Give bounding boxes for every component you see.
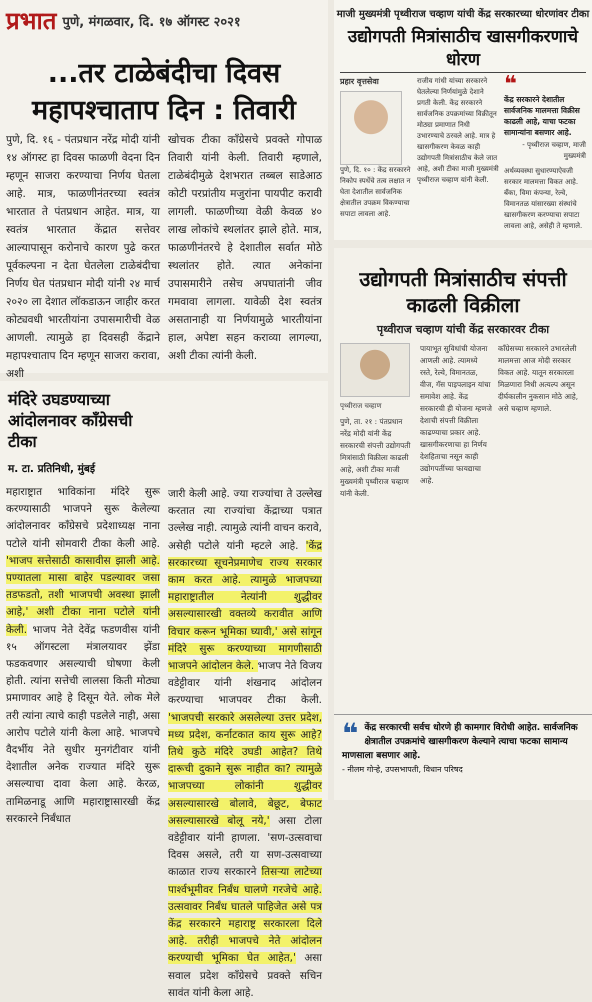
quote-mark-icon: ❝ [504,72,517,97]
quote-box [334,714,592,800]
body-text: भाजप नेते देवेंद्र फडणवीस यांनी १५ ऑगस्टला मंत्रालयावर झेंडा फडकवणार असल्याची घोषणा केली होती. त्यांना सत्तेची लालसा किती मोठ्या प्रमाणावर आहे हे दिसून येते. लोक मेले तरी त्यांना त्याचे काही पडलेले नाही, असा आरोप पटोले यांनी केला आहे. भाजपचे वैदर्भीय नेते सुधीर मुनगंटीवार यांनी देशातील अनेक राज्यात मंदिरे सुरू असल्याचा दावा केला आहे. केरळ, तामिळनाडू आणि महाराष्ट्रासारखी केंद्र सरकारने निर्बंधात [6,623,160,825]
article-column-c: अर्थव्यवस्था सुधारण्याऐवजी सरकार मालमत्ता विकत आहे. बँका, विमा कंपन्या, रेल्वे, विमानतळ यांसारख्या संस्थांचे खासगीकरण करण्याचा सपाटा लावला आहे, असेही ते म्हणाले. [504,167,583,230]
subheadline: पृथ्वीराज चव्हाण यांची केंद्र सरकारवर टीका [376,323,550,336]
article-column-a: पुणे, दि. १० : केंद्र सरकारने निकोप स्पर्धेचे तत्व लक्षात न घेता देशातील सार्वजनिक क्षेत्रातील उपक्रम विकण्याचा सपाटा लावला आहे. [340,166,411,218]
masthead [0,0,328,37]
article-column-3: काँग्रेसच्या सरकारने उभारलेली मालमत्ता आज मोदी सरकार विकत आहे. यातून सरकारला मिळणारा निधी अत्यल्प असून दीर्घकालीन नुकसान मोठे आहे, असे चव्हाण म्हणाले. [498,344,579,413]
kicker: माजी मुख्यमंत्री पृथ्वीराज चव्हाण यांची केंद्र सरकारच्या धोरणांवर टीका [336,9,590,20]
headline: मंदिरे उघडण्याच्या आंदोलनावर काँग्रेसची टीका [8,390,133,451]
clipping-maharashtra-times [0,381,328,999]
highlighted-text: 'भाजपची सरकारे असलेल्या उत्तर प्रदेश, मध्य प्रदेश, कर्नाटकात काय सुरू आहे? तिथे कुठे मंदिरे उघडी आहेत? तिथे दारूची दुकाने सुरू नाहीत का? त्यामुळे भाजपच्या लोकांनी शुद्धीवर असल्यासारखे बोलावे, बेछूट, बेफाट असल्यासारखे बोलू नये,' [168,711,322,827]
clipping-sakal [334,248,592,800]
portrait-photo [340,343,410,397]
body-text: महाराष्ट्रात भाविकांना मंदिरे सुरू करण्यासाठी भाजपने सुरू केलेल्या आंदोलनावर काँग्रेसचे प्रदेशाध्यक्ष नाना पटोले यांनी सोमवारी टीका केली आहे. [6,486,160,550]
body-text: असा टोला वडेट्टीवार यांनी हाणला. 'सण-उत्सवाचा दिवस असले, तरी या सण-उत्सवाच्या काळात राज्य सरकारने [168,814,322,879]
pull-quote: केंद्र सरकारची सर्वच धोरणे ही कामगार विरोधी आहेत. सार्वजनिक क्षेत्रातील उपक्रमांचे खासगीकरण केल्याने त्याचा फटका सामान्य माणसाला बसणार आहे. [342,723,578,761]
article-column-left: पुणे, दि. १६ - पंतप्रधान नरेंद्र मोदी यांनी १४ ऑगस्ट हा दिवस फाळणी वेदना दिन म्हणून साजरा करण्याचा निर्णय घेतला आहे. मात्र, फाळणीनंतरच्या स्वतंत्र भारतात ते पंतप्रधान आहेत. मात्र, या स्वतंत्र भारतात केंद्रात सत्तेवर आल्यापासून करोनाचे कारण पुढे करत पूर्वकल्पना न देता घेतलेला टाळेबंदीचा निर्णय घेत पंतप्रधान मोदी यांनी २४ मार्च २०२० ला देशात लॉकडाऊन जाहीर करत कोट्यवधी भारतीयांना उपासमारीची वेळ आणली. त्यामुळे हा दिवसही केंद्राने महापश्चाताप दिन म्हणून साजरा करावा, अशी [6,134,160,380]
article-column-b: राजीव गांधी यांच्या सरकारने घेतलेल्या निर्णयांमुळे देशाने प्रगती केली. केंद्र सरकारने सार्वजनिक उपक्रमांच्या विक्रीतून मोठ्या प्रमाणात निधी उभारण्याचे ठरवले आहे. मात्र हे खासगीकरण केवळ काही उद्योगपती मित्रांसाठीच केले जात आहे, अशी टीका माजी मुख्यमंत्री पृथ्वीराज चव्हाण यांनी केली. [417,77,499,184]
highlighted-text: तिसऱ्या लाटेच्या पार्श्वभूमीवर निर्बंध घालणे गरजेचे आहे. उत्सवावर निर्बंध घातले पाहिजेत असे पत्र केंद्र सरकारने महाराष्ट्र सरकारला दिले आहे. तरीही भाजपचे नेते आंदोलन करण्याची भूमिका घेत आहेत,' [168,866,322,965]
byline: प्रहार वृत्तसेवा [340,77,379,86]
headline: ...तर टाळेबंदीचा दिवस महापश्चाताप दिन : तिवारी [32,58,296,126]
body-text: भाजप नेते विजय वडेट्टीवार यांनी शंखनाद आंदोलन करण्याचा भाजपवर टीका केली. [168,660,323,707]
headline: उद्योगपती मित्रांसाठीच खासगीकरणाचे धोरण [347,27,579,70]
body-text: जारी केली आहे. ज्या राज्यांचा ते उल्लेख करतात त्या राज्यांचा केंद्राच्या पत्रात उल्लेख नाही. त्यामुळे त्यांनी वाचन करावे, असेही पटोले यांनी म्हटले आहे. [168,488,322,552]
quote-mark-icon: ❝ [342,717,359,750]
portrait-photo [340,91,402,165]
article-column-left [6,484,160,1002]
article-column-1: पुणे, ता. २१ : पंतप्रधान नरेंद्र मोदी यांनी केंद्र सरकारची संपत्ती उद्योगपती मित्रांसाठी विक्रीला काढली आहे, अशी टीका माजी मुख्यमंत्री पृथ्वीराज चव्हाण यांनी केली. [340,417,411,498]
headline: उद्योगपती मित्रांसाठीच संपत्ती काढली विक्रीला [359,267,567,317]
article-column-2: पायाभूत सुविधांची योजना आणली आहे. त्यामध्ये रस्ते, रेल्वे, विमानतळ, वीज, गॅस पाइपलाइन यांचा समावेश आहे. केंद्र सरकारची ही योजना म्हणजे देशाची संपत्ती विक्रीला काढण्याचा प्रकार आहे. खासगीकरणाचा हा निर्णय देशहिताचा नसून काही उद्योगपतींच्या फायद्याचा आहे. [420,344,492,485]
highlighted-text: 'भाजप सत्तेसाठी कासावीस झाली आहे. पण्यातला मासा बाहेर पडल्यावर जसा तडफडतो, तशी भाजपची अवस्था झाली आहे,' अशी टीका नाना पटोले यांनी केली. [6,554,160,636]
article-column-right: खोचक टीका काँग्रेसचे प्रवक्ते गोपाळ तिवारी यांनी केली. तिवारी म्हणाले, टाळेबंदीमुळे देशभरात तब्बल साडेआठ कोटी परप्रांतीय मजुरांना पायपीट करावी लागली. फाळणीच्या वेळी केवळ ४० लाख लोकांचे स्थलांतर झाले होते. मात्र, फाळणीनंतरचे हे देशातील सर्वात मोठे स्थलांतर होते. त्यात अनेकांना उपासमारीने तसेच अपघातांनी जीव गमवावा लागला. यावेळी देश स्वतंत्र असतानाही या निर्णयामुळे भारतीयांना हाल, अपेष्टा सहन कराव्या लागल्या, अशी टीका त्यांनी केली. [168,134,322,362]
clipping-prahar [334,0,592,240]
highlighted-text: 'केंद्र सरकारच्या सूचनेप्रमाणेच राज्य सरकार काम करत आहे. त्यामुळे भाजपच्या महाराष्ट्रातील नेत्यांनी शुद्धीवर असल्यासारखी वक्तव्ये करावीत आणि विचार करून भूमिका घ्यावी,' असे सांगून मंदिरे सुरू करण्याच्या मागणीसाठी भाजपने आंदोलन केले. [168,539,322,673]
dateline: पुणे, मंगळवार, दि. १७ ऑगस्ट २०२१ [62,14,241,30]
byline: म. टा. प्रतिनिधी, मुंबई [8,463,96,475]
photo-caption: पृथ्वीराज चव्हाण [340,402,382,410]
quote-attribution: - नीलम गोऱ्हे, उपसभापती, विधान परिषद [342,765,463,774]
newspaper-logo: प्रभात [6,6,57,35]
clipping-prabhat [0,0,328,380]
quote-attribution: - पृथ्वीराज चव्हाण, माजी मुख्यमंत्री [522,141,586,160]
pull-quote: केंद्र सरकारने देशातील सार्वजनिक मालमत्ता विक्रीस काढली आहे, याचा फटका सामान्यांना बसणार आहे. [504,95,580,137]
article-column-right [168,484,322,1002]
body-text: असा सवाल प्रदेश काँग्रेसचे प्रवक्ते सचिन सावंत यांनी केला आहे. [168,952,322,999]
